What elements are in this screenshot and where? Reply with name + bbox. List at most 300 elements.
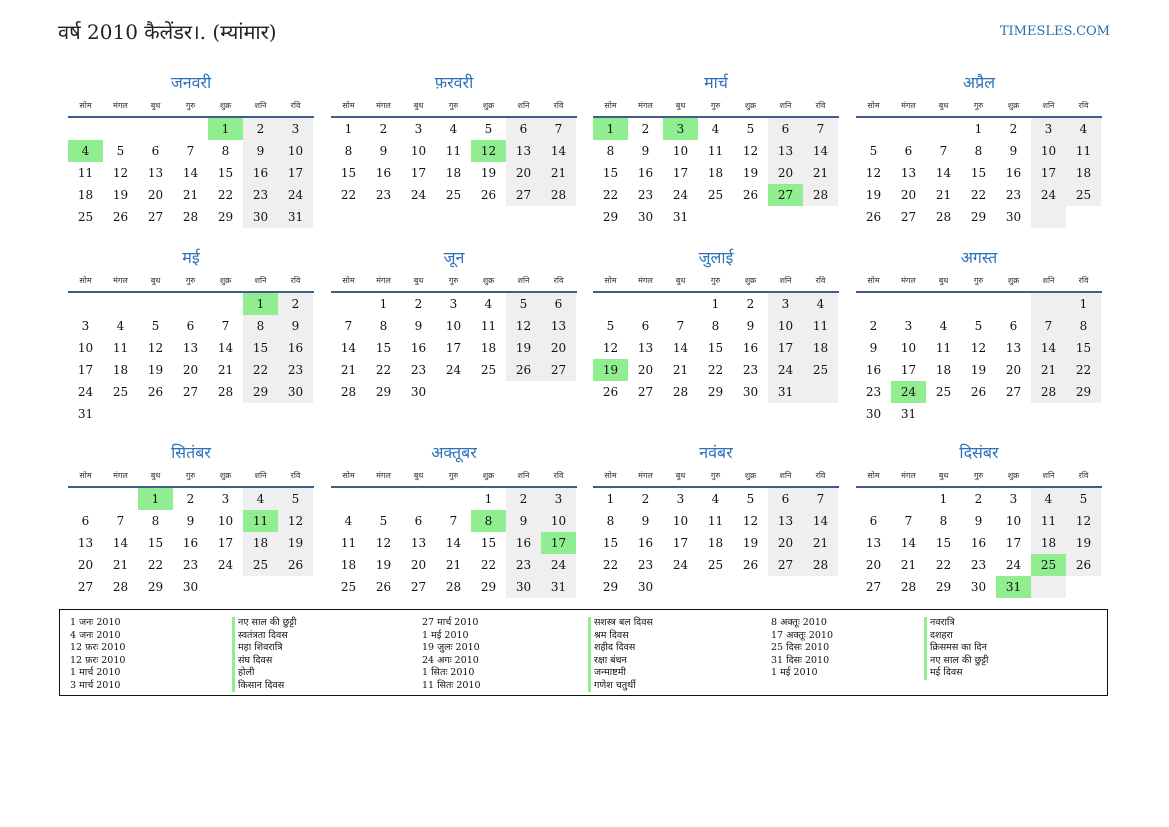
empty-cell: [733, 576, 768, 598]
empty-cell: [103, 118, 138, 140]
day-cell: 6: [768, 118, 803, 140]
day-cell: 13: [77, 536, 94, 550]
day-cell: 10: [410, 144, 427, 158]
day-cell: 18: [1066, 162, 1101, 184]
day-cell: 4: [344, 514, 353, 528]
day-cell: 9: [746, 319, 755, 333]
day-cell: 27: [768, 554, 803, 576]
holiday-entry: 1 मार्च 2010: [70, 667, 121, 678]
weekday-label: शनि: [1042, 101, 1055, 110]
holiday-entry: संघ दिवस: [232, 655, 296, 668]
weekday-header: [331, 466, 577, 488]
day-cell: 3: [81, 319, 90, 333]
day-cell: 22: [935, 558, 952, 572]
empty-cell: [803, 576, 838, 598]
day-cell: 16: [970, 536, 987, 550]
day-cell: 2: [186, 492, 195, 506]
day-cell: 20: [865, 558, 882, 572]
day-cell: 30: [637, 580, 654, 594]
empty-cell: [698, 576, 733, 598]
day-cell: 21: [217, 363, 234, 377]
holiday-entry: 1 सितः 2010: [422, 667, 475, 678]
day-cell: 25: [445, 188, 462, 202]
holiday-entry: 12 फ़रः 2010: [70, 642, 126, 653]
weekday-label: गुरु: [973, 471, 984, 480]
day-cell: 3: [414, 122, 423, 136]
weekday-label: गुरु: [448, 101, 459, 110]
day-cell: 21: [672, 363, 689, 377]
day-cell: 10: [1031, 140, 1066, 162]
day-cell: 21: [445, 558, 462, 572]
empty-cell: [1066, 206, 1101, 228]
day-cell: 28: [182, 210, 199, 224]
empty-cell: [401, 488, 436, 510]
day-cell: 3: [768, 293, 803, 315]
day-cell: 25: [707, 558, 724, 572]
day-cell: 30: [1005, 210, 1022, 224]
day-cell: 10: [768, 315, 803, 337]
day-cell: 18: [803, 337, 838, 359]
holiday-entry: किसान दिवस: [232, 680, 296, 693]
month-name: नवंबर: [699, 443, 733, 462]
weekday-label: गुरु: [185, 276, 196, 285]
day-cell: 7: [116, 514, 125, 528]
day-cell: 6: [81, 514, 90, 528]
day-cell: 4: [449, 122, 458, 136]
day-cell: 29: [602, 580, 619, 594]
day-cell: 22: [1066, 359, 1101, 381]
holiday-day-cell: 27: [768, 184, 803, 206]
day-cell: 19: [506, 337, 541, 359]
empty-cell: [698, 206, 733, 228]
empty-cell: [1031, 403, 1066, 425]
day-cell: 6: [641, 319, 650, 333]
day-cell: 16: [637, 166, 654, 180]
day-cell: 24: [278, 184, 313, 206]
day-cell: 26: [375, 580, 392, 594]
day-cell: 2: [746, 297, 755, 311]
day-cell: 27: [506, 184, 541, 206]
day-cell: 22: [243, 359, 278, 381]
day-cell: 9: [641, 514, 650, 528]
day-cell: 30: [865, 407, 882, 421]
empty-cell: [1031, 576, 1066, 598]
weekday-label: शनि: [1042, 471, 1055, 480]
day-cell: 10: [1005, 514, 1022, 528]
weekday-label: सोम: [342, 471, 355, 480]
empty-cell: [628, 293, 663, 315]
day-cell: 23: [637, 558, 654, 572]
day-cell: 25: [935, 385, 952, 399]
weekday-label: शुक्र: [482, 276, 495, 285]
holiday-entry: 8 अक्तूः 2010: [771, 617, 827, 628]
day-cell: 8: [344, 144, 353, 158]
day-cell: 18: [112, 363, 129, 377]
day-cell: 19: [742, 536, 759, 550]
day-cell: 17: [77, 363, 94, 377]
day-cell: 17: [217, 536, 234, 550]
holiday-entry: शहीद दिवस: [588, 642, 653, 655]
day-cell: 28: [935, 210, 952, 224]
day-cell: 24: [217, 558, 234, 572]
holiday-entry: 1 मई 2010: [422, 629, 469, 641]
day-cell: 18: [707, 536, 724, 550]
day-grid: [68, 118, 314, 228]
holiday-entry: 31 दिसः 2010: [771, 654, 830, 666]
day-cell: 27: [410, 580, 427, 594]
day-cell: 24: [1005, 558, 1022, 572]
weekday-label: शुक्र: [219, 471, 232, 480]
weekday-label: गुरु: [973, 101, 984, 110]
weekday-label: बुध: [150, 276, 161, 285]
empty-cell: [593, 293, 628, 315]
day-cell: 3: [1009, 492, 1018, 506]
day-cell: 24: [672, 188, 689, 202]
day-cell: 2: [414, 297, 423, 311]
empty-cell: [803, 206, 838, 228]
day-cell: 31: [768, 381, 803, 403]
day-cell: 6: [541, 293, 576, 315]
day-cell: 16: [1005, 166, 1022, 180]
day-cell: 26: [742, 558, 759, 572]
day-cell: 22: [602, 558, 619, 572]
empty-cell: [471, 381, 506, 403]
holiday-entry: 4 जनः 2010: [70, 629, 121, 641]
day-cell: 22: [602, 188, 619, 202]
weekday-label: रवि: [815, 276, 826, 285]
day-cell: 31: [672, 210, 689, 224]
weekday-label: शुक्र: [482, 471, 495, 480]
day-cell: 29: [935, 580, 952, 594]
day-cell: 11: [480, 319, 497, 333]
day-cell: 13: [1005, 341, 1022, 355]
day-cell: 12: [742, 144, 759, 158]
empty-cell: [663, 293, 698, 315]
month-block: [593, 70, 839, 228]
day-cell: 8: [974, 144, 983, 158]
weekday-label: रवि: [553, 276, 564, 285]
day-cell: 25: [340, 580, 357, 594]
empty-cell: [768, 206, 803, 228]
day-cell: 13: [865, 536, 882, 550]
day-cell: 20: [768, 532, 803, 554]
day-cell: 27: [77, 580, 94, 594]
month-block: [331, 440, 577, 598]
weekday-label: रवि: [290, 101, 301, 110]
weekday-label: बुध: [413, 471, 424, 480]
day-cell: 24: [768, 359, 803, 381]
day-cell: 9: [414, 319, 423, 333]
day-cell: 26: [278, 554, 313, 576]
empty-cell: [103, 488, 138, 510]
weekday-header: [593, 466, 839, 488]
day-cell: 8: [711, 319, 720, 333]
month-name: जनवरी: [170, 73, 212, 92]
day-cell: 6: [151, 144, 160, 158]
day-cell: 9: [186, 514, 195, 528]
empty-cell: [436, 381, 471, 403]
weekday-header: [331, 271, 577, 293]
weekday-label: मंगल: [113, 276, 128, 285]
day-cell: 8: [221, 144, 230, 158]
day-cell: 30: [410, 385, 427, 399]
day-cell: 28: [803, 554, 838, 576]
holiday-entry: सशस्त्र बल दिवस: [588, 617, 653, 630]
day-cell: 9: [379, 144, 388, 158]
day-cell: 22: [217, 188, 234, 202]
day-cell: 17: [768, 337, 803, 359]
day-cell: 17: [445, 341, 462, 355]
day-cell: 28: [445, 580, 462, 594]
holiday-names-col-1: [232, 617, 296, 692]
holiday-day-cell: 17: [541, 532, 576, 554]
weekday-label: रवि: [553, 101, 564, 110]
weekday-label: शनि: [779, 101, 792, 110]
weekday-label: शनि: [779, 471, 792, 480]
day-cell: 29: [480, 580, 497, 594]
holiday-entry: नवरात्रि: [924, 617, 988, 630]
day-cell: 11: [707, 144, 724, 158]
day-cell: 13: [637, 341, 654, 355]
weekday-label: बुध: [413, 276, 424, 285]
weekday-label: मंगल: [638, 471, 653, 480]
weekday-label: शनि: [517, 101, 530, 110]
site-link[interactable]: TIMESLES.COM: [999, 24, 1110, 39]
day-cell: 4: [803, 293, 838, 315]
weekday-label: सोम: [604, 471, 617, 480]
weekday-label: बुध: [150, 471, 161, 480]
day-cell: 2: [379, 122, 388, 136]
day-cell: 5: [746, 492, 755, 506]
weekday-label: सोम: [867, 471, 880, 480]
day-cell: 2: [641, 122, 650, 136]
day-cell: 21: [803, 162, 838, 184]
month-name: अप्रैल: [962, 73, 996, 92]
day-cell: 21: [935, 188, 952, 202]
weekday-label: शनि: [254, 101, 267, 110]
day-cell: 31: [900, 407, 917, 421]
day-cell: 17: [410, 166, 427, 180]
empty-cell: [1031, 293, 1066, 315]
holiday-day-cell: 4: [68, 140, 103, 162]
month-name: फ़रवरी: [434, 73, 474, 92]
weekday-header: [68, 96, 314, 118]
day-cell: 30: [182, 580, 199, 594]
weekday-label: शनि: [1042, 276, 1055, 285]
holiday-entry: श्रम दिवस: [588, 630, 653, 643]
weekday-label: बुध: [938, 101, 949, 110]
weekday-label: सोम: [604, 276, 617, 285]
day-cell: 30: [506, 576, 541, 598]
empty-cell: [733, 206, 768, 228]
day-cell: 19: [278, 532, 313, 554]
day-cell: 8: [151, 514, 160, 528]
day-cell: 20: [77, 558, 94, 572]
day-cell: 23: [182, 558, 199, 572]
day-cell: 25: [480, 363, 497, 377]
day-grid: [856, 118, 1102, 228]
month-block: [68, 245, 314, 425]
empty-cell: [856, 488, 891, 510]
holiday-entry: महा शिवरात्रि: [232, 642, 296, 655]
holiday-entry: 1 मई 2010: [771, 667, 818, 678]
weekday-label: रवि: [815, 101, 826, 110]
weekday-header: [856, 96, 1102, 118]
day-cell: 17: [672, 166, 689, 180]
empty-cell: [856, 293, 891, 315]
empty-cell: [138, 403, 173, 425]
day-cell: 1: [379, 297, 388, 311]
weekday-label: शुक्र: [219, 101, 232, 110]
day-cell: 5: [869, 144, 878, 158]
day-cell: 28: [1031, 381, 1066, 403]
empty-cell: [331, 293, 366, 315]
month-name: जून: [443, 248, 465, 267]
day-cell: 22: [147, 558, 164, 572]
weekday-label: बुध: [413, 101, 424, 110]
day-cell: 29: [147, 580, 164, 594]
day-cell: 4: [711, 492, 720, 506]
day-cell: 6: [186, 319, 195, 333]
day-cell: 11: [935, 341, 952, 355]
day-cell: 10: [217, 514, 234, 528]
month-block: [593, 245, 839, 403]
day-cell: 27: [541, 359, 576, 381]
day-cell: 30: [637, 210, 654, 224]
day-cell: 11: [77, 166, 94, 180]
empty-cell: [138, 293, 173, 315]
day-cell: 24: [410, 188, 427, 202]
day-cell: 20: [1005, 363, 1022, 377]
day-cell: 19: [112, 188, 129, 202]
day-cell: 1: [939, 492, 948, 506]
day-cell: 8: [939, 514, 948, 528]
day-cell: 14: [935, 166, 952, 180]
day-cell: 27: [182, 385, 199, 399]
day-cell: 23: [410, 363, 427, 377]
day-cell: 9: [1009, 144, 1018, 158]
day-cell: 20: [541, 337, 576, 359]
day-cell: 9: [641, 144, 650, 158]
day-cell: 5: [1066, 488, 1101, 510]
day-cell: 23: [865, 385, 882, 399]
day-cell: 11: [445, 144, 462, 158]
weekday-label: मंगल: [376, 276, 391, 285]
day-cell: 28: [900, 580, 917, 594]
empty-cell: [103, 293, 138, 315]
weekday-label: शुक्र: [219, 276, 232, 285]
empty-cell: [1066, 403, 1101, 425]
empty-cell: [208, 576, 243, 598]
weekday-label: गुरु: [185, 101, 196, 110]
empty-cell: [68, 293, 103, 315]
weekday-label: गुरु: [973, 276, 984, 285]
empty-cell: [996, 293, 1031, 315]
holiday-day-cell: 31: [996, 576, 1031, 598]
day-cell: 8: [243, 315, 278, 337]
day-cell: 6: [1009, 319, 1018, 333]
day-cell: 7: [186, 144, 195, 158]
weekday-label: गुरु: [448, 276, 459, 285]
day-cell: 22: [340, 188, 357, 202]
day-grid: [68, 293, 314, 425]
day-cell: 1: [344, 122, 353, 136]
day-cell: 19: [1066, 532, 1101, 554]
holiday-day-cell: 11: [243, 510, 278, 532]
day-cell: 13: [506, 140, 541, 162]
weekday-label: रवि: [1078, 276, 1089, 285]
day-cell: 10: [445, 319, 462, 333]
day-cell: 10: [672, 144, 689, 158]
day-cell: 26: [970, 385, 987, 399]
day-cell: 27: [1005, 385, 1022, 399]
day-cell: 14: [112, 536, 129, 550]
holiday-day-cell: 25: [1031, 554, 1066, 576]
day-cell: 13: [182, 341, 199, 355]
day-cell: 14: [1031, 337, 1066, 359]
weekday-label: गुरु: [710, 276, 721, 285]
day-cell: 7: [803, 488, 838, 510]
holiday-entry: नए साल की छुट्टी: [924, 655, 988, 668]
empty-cell: [138, 118, 173, 140]
day-cell: 5: [974, 319, 983, 333]
weekday-label: मंगल: [901, 101, 916, 110]
day-cell: 15: [480, 536, 497, 550]
day-cell: 27: [900, 210, 917, 224]
day-cell: 20: [768, 162, 803, 184]
holiday-entry: 27 मार्च 2010: [422, 617, 479, 628]
weekday-label: बुध: [938, 471, 949, 480]
page-title: वर्ष 2010 कैलेंडर।. (म्यांमार): [58, 20, 277, 44]
holiday-entry: स्वतंत्रता दिवस: [232, 630, 296, 643]
empty-cell: [208, 403, 243, 425]
day-grid: [856, 488, 1102, 598]
day-cell: 25: [243, 554, 278, 576]
day-cell: 25: [707, 188, 724, 202]
weekday-label: मंगल: [638, 101, 653, 110]
weekday-label: गुरु: [448, 471, 459, 480]
weekday-header: [68, 271, 314, 293]
holiday-day-cell: 19: [593, 359, 628, 381]
weekday-label: सोम: [867, 276, 880, 285]
day-cell: 20: [506, 162, 541, 184]
day-cell: 23: [1005, 188, 1022, 202]
day-cell: 20: [637, 363, 654, 377]
weekday-label: शुक्र: [1007, 471, 1020, 480]
day-cell: 19: [375, 558, 392, 572]
day-grid: [331, 488, 577, 598]
empty-cell: [926, 293, 961, 315]
day-cell: 3: [541, 488, 576, 510]
weekday-label: सोम: [604, 101, 617, 110]
day-cell: 17: [1005, 536, 1022, 550]
day-cell: 5: [278, 488, 313, 510]
holiday-entry: गणेश चतुर्थी: [588, 680, 653, 693]
day-cell: 1: [1066, 293, 1101, 315]
day-cell: 19: [865, 188, 882, 202]
holiday-day-cell: 1: [593, 118, 628, 140]
empty-cell: [506, 381, 541, 403]
day-cell: 26: [1066, 554, 1101, 576]
weekday-label: शनि: [517, 276, 530, 285]
day-cell: 12: [1066, 510, 1101, 532]
day-cell: 30: [970, 580, 987, 594]
day-cell: 1: [606, 492, 615, 506]
day-cell: 18: [480, 341, 497, 355]
weekday-header: [68, 466, 314, 488]
weekday-header: [856, 271, 1102, 293]
day-cell: 21: [803, 532, 838, 554]
